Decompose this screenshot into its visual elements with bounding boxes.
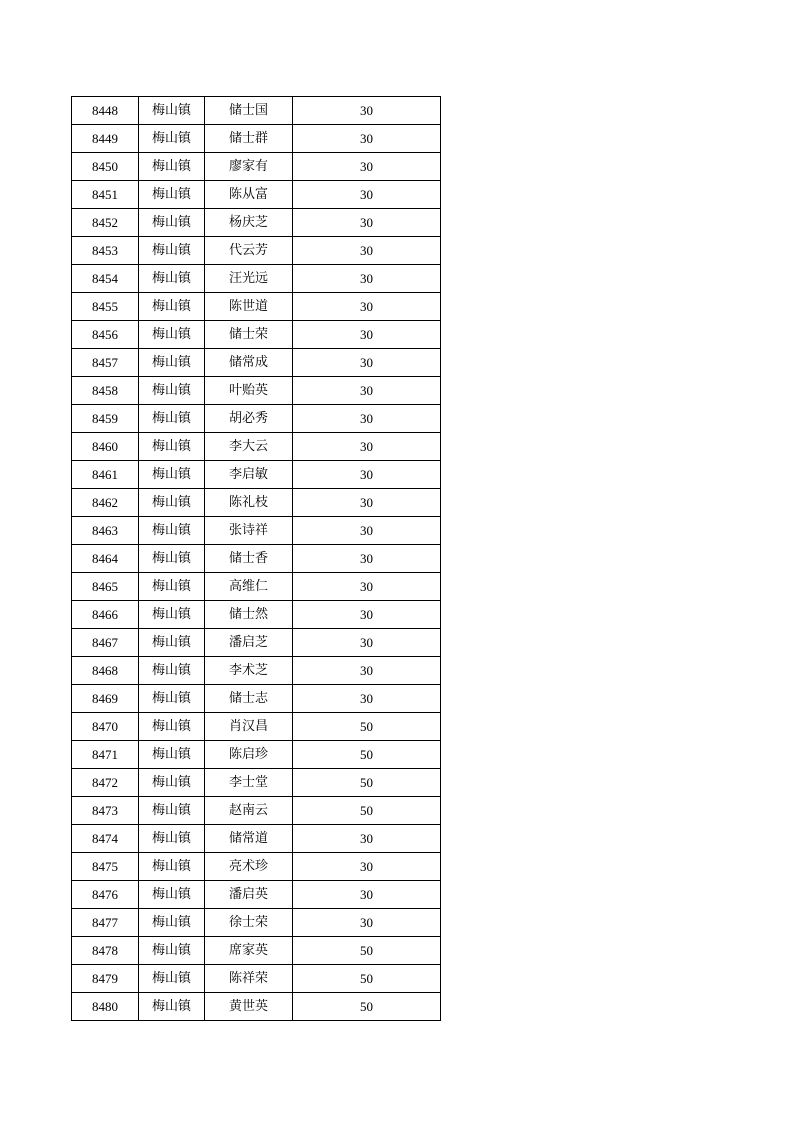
cell-id: 8468 xyxy=(72,657,139,685)
table-row xyxy=(72,293,441,321)
table-row xyxy=(72,237,441,265)
table-row xyxy=(72,181,441,209)
cell-town: 梅山镇 xyxy=(139,489,205,517)
cell-id: 8449 xyxy=(72,125,139,153)
table-row xyxy=(72,909,441,937)
cell-amount: 30 xyxy=(293,265,441,293)
cell-name: 席家英 xyxy=(205,937,293,965)
cell-amount: 30 xyxy=(293,237,441,265)
cell-amount: 50 xyxy=(293,937,441,965)
table-row xyxy=(72,153,441,181)
table-row xyxy=(72,405,441,433)
cell-name: 廖家有 xyxy=(205,153,293,181)
cell-id: 8478 xyxy=(72,937,139,965)
cell-id: 8461 xyxy=(72,461,139,489)
cell-amount: 30 xyxy=(293,97,441,125)
cell-name: 储士荣 xyxy=(205,321,293,349)
cell-town: 梅山镇 xyxy=(139,125,205,153)
cell-name: 储士群 xyxy=(205,125,293,153)
cell-town: 梅山镇 xyxy=(139,293,205,321)
table-row xyxy=(72,265,441,293)
cell-name: 储士国 xyxy=(205,97,293,125)
cell-name: 李大云 xyxy=(205,433,293,461)
table-row xyxy=(72,685,441,713)
cell-town: 梅山镇 xyxy=(139,377,205,405)
cell-name: 陈礼枝 xyxy=(205,489,293,517)
table-row xyxy=(72,657,441,685)
table-row xyxy=(72,97,441,125)
cell-id: 8460 xyxy=(72,433,139,461)
table-row xyxy=(72,741,441,769)
cell-id: 8480 xyxy=(72,993,139,1021)
cell-name: 代云芳 xyxy=(205,237,293,265)
cell-name: 陈从富 xyxy=(205,181,293,209)
table-body xyxy=(72,97,441,1021)
cell-id: 8462 xyxy=(72,489,139,517)
cell-amount: 30 xyxy=(293,405,441,433)
cell-town: 梅山镇 xyxy=(139,993,205,1021)
cell-name: 陈世道 xyxy=(205,293,293,321)
cell-town: 梅山镇 xyxy=(139,265,205,293)
cell-town: 梅山镇 xyxy=(139,237,205,265)
cell-amount: 50 xyxy=(293,965,441,993)
cell-name: 亮术珍 xyxy=(205,853,293,881)
cell-name: 潘启英 xyxy=(205,881,293,909)
data-table xyxy=(71,96,441,1021)
cell-town: 梅山镇 xyxy=(139,97,205,125)
cell-town: 梅山镇 xyxy=(139,629,205,657)
cell-town: 梅山镇 xyxy=(139,321,205,349)
cell-town: 梅山镇 xyxy=(139,461,205,489)
cell-town: 梅山镇 xyxy=(139,209,205,237)
table-row xyxy=(72,377,441,405)
cell-id: 8457 xyxy=(72,349,139,377)
table-row xyxy=(72,209,441,237)
cell-name: 李士堂 xyxy=(205,769,293,797)
cell-name: 储常成 xyxy=(205,349,293,377)
cell-town: 梅山镇 xyxy=(139,181,205,209)
table-row xyxy=(72,713,441,741)
cell-id: 8456 xyxy=(72,321,139,349)
cell-name: 叶贻英 xyxy=(205,377,293,405)
cell-amount: 30 xyxy=(293,601,441,629)
cell-amount: 50 xyxy=(293,797,441,825)
table-row xyxy=(72,321,441,349)
table-row xyxy=(72,825,441,853)
cell-id: 8453 xyxy=(72,237,139,265)
cell-amount: 30 xyxy=(293,517,441,545)
table-row xyxy=(72,937,441,965)
cell-amount: 30 xyxy=(293,909,441,937)
cell-town: 梅山镇 xyxy=(139,713,205,741)
cell-amount: 30 xyxy=(293,209,441,237)
cell-town: 梅山镇 xyxy=(139,825,205,853)
cell-amount: 50 xyxy=(293,741,441,769)
cell-amount: 50 xyxy=(293,713,441,741)
cell-name: 张诗祥 xyxy=(205,517,293,545)
table-row xyxy=(72,573,441,601)
cell-name: 赵南云 xyxy=(205,797,293,825)
table-row xyxy=(72,797,441,825)
cell-id: 8448 xyxy=(72,97,139,125)
cell-id: 8473 xyxy=(72,797,139,825)
cell-town: 梅山镇 xyxy=(139,349,205,377)
cell-id: 8475 xyxy=(72,853,139,881)
cell-name: 储士香 xyxy=(205,545,293,573)
cell-id: 8474 xyxy=(72,825,139,853)
cell-name: 汪光远 xyxy=(205,265,293,293)
cell-town: 梅山镇 xyxy=(139,937,205,965)
cell-amount: 30 xyxy=(293,685,441,713)
cell-town: 梅山镇 xyxy=(139,853,205,881)
table-row xyxy=(72,545,441,573)
cell-name: 储常道 xyxy=(205,825,293,853)
cell-amount: 30 xyxy=(293,461,441,489)
cell-amount: 30 xyxy=(293,153,441,181)
cell-town: 梅山镇 xyxy=(139,601,205,629)
cell-amount: 30 xyxy=(293,629,441,657)
cell-id: 8471 xyxy=(72,741,139,769)
cell-id: 8458 xyxy=(72,377,139,405)
cell-name: 肖汉昌 xyxy=(205,713,293,741)
cell-name: 黄世英 xyxy=(205,993,293,1021)
cell-id: 8454 xyxy=(72,265,139,293)
table-row xyxy=(72,965,441,993)
cell-amount: 30 xyxy=(293,545,441,573)
cell-town: 梅山镇 xyxy=(139,909,205,937)
cell-name: 杨庆芝 xyxy=(205,209,293,237)
cell-amount: 30 xyxy=(293,825,441,853)
cell-amount: 50 xyxy=(293,769,441,797)
table-row xyxy=(72,517,441,545)
cell-town: 梅山镇 xyxy=(139,517,205,545)
cell-amount: 30 xyxy=(293,321,441,349)
cell-id: 8477 xyxy=(72,909,139,937)
cell-town: 梅山镇 xyxy=(139,433,205,461)
cell-id: 8450 xyxy=(72,153,139,181)
cell-town: 梅山镇 xyxy=(139,741,205,769)
cell-amount: 30 xyxy=(293,377,441,405)
cell-town: 梅山镇 xyxy=(139,769,205,797)
cell-id: 8455 xyxy=(72,293,139,321)
cell-id: 8467 xyxy=(72,629,139,657)
cell-name: 陈启珍 xyxy=(205,741,293,769)
cell-name: 储士志 xyxy=(205,685,293,713)
cell-town: 梅山镇 xyxy=(139,881,205,909)
cell-id: 8479 xyxy=(72,965,139,993)
cell-amount: 30 xyxy=(293,657,441,685)
cell-amount: 30 xyxy=(293,853,441,881)
cell-id: 8465 xyxy=(72,573,139,601)
cell-id: 8466 xyxy=(72,601,139,629)
cell-id: 8469 xyxy=(72,685,139,713)
cell-amount: 30 xyxy=(293,881,441,909)
cell-town: 梅山镇 xyxy=(139,965,205,993)
table-row xyxy=(72,881,441,909)
cell-id: 8470 xyxy=(72,713,139,741)
cell-id: 8472 xyxy=(72,769,139,797)
cell-id: 8451 xyxy=(72,181,139,209)
table-row xyxy=(72,993,441,1021)
table-row xyxy=(72,853,441,881)
cell-name: 胡必秀 xyxy=(205,405,293,433)
cell-town: 梅山镇 xyxy=(139,573,205,601)
cell-town: 梅山镇 xyxy=(139,153,205,181)
cell-amount: 30 xyxy=(293,489,441,517)
cell-name: 徐士荣 xyxy=(205,909,293,937)
table-row xyxy=(72,433,441,461)
cell-town: 梅山镇 xyxy=(139,685,205,713)
table-row xyxy=(72,601,441,629)
cell-id: 8459 xyxy=(72,405,139,433)
cell-town: 梅山镇 xyxy=(139,657,205,685)
cell-town: 梅山镇 xyxy=(139,405,205,433)
cell-amount: 30 xyxy=(293,125,441,153)
cell-town: 梅山镇 xyxy=(139,797,205,825)
cell-id: 8464 xyxy=(72,545,139,573)
cell-amount: 30 xyxy=(293,349,441,377)
table-row xyxy=(72,769,441,797)
cell-name: 李启敏 xyxy=(205,461,293,489)
cell-amount: 30 xyxy=(293,293,441,321)
cell-amount: 30 xyxy=(293,181,441,209)
cell-amount: 30 xyxy=(293,433,441,461)
cell-name: 陈祥荣 xyxy=(205,965,293,993)
cell-town: 梅山镇 xyxy=(139,545,205,573)
cell-name: 高维仁 xyxy=(205,573,293,601)
cell-amount: 50 xyxy=(293,993,441,1021)
cell-amount: 30 xyxy=(293,573,441,601)
table-row xyxy=(72,461,441,489)
table-row xyxy=(72,125,441,153)
cell-name: 储士然 xyxy=(205,601,293,629)
cell-name: 潘启芝 xyxy=(205,629,293,657)
table-row xyxy=(72,349,441,377)
cell-id: 8463 xyxy=(72,517,139,545)
cell-id: 8452 xyxy=(72,209,139,237)
cell-id: 8476 xyxy=(72,881,139,909)
table-row xyxy=(72,489,441,517)
table-row xyxy=(72,629,441,657)
cell-name: 李术芝 xyxy=(205,657,293,685)
